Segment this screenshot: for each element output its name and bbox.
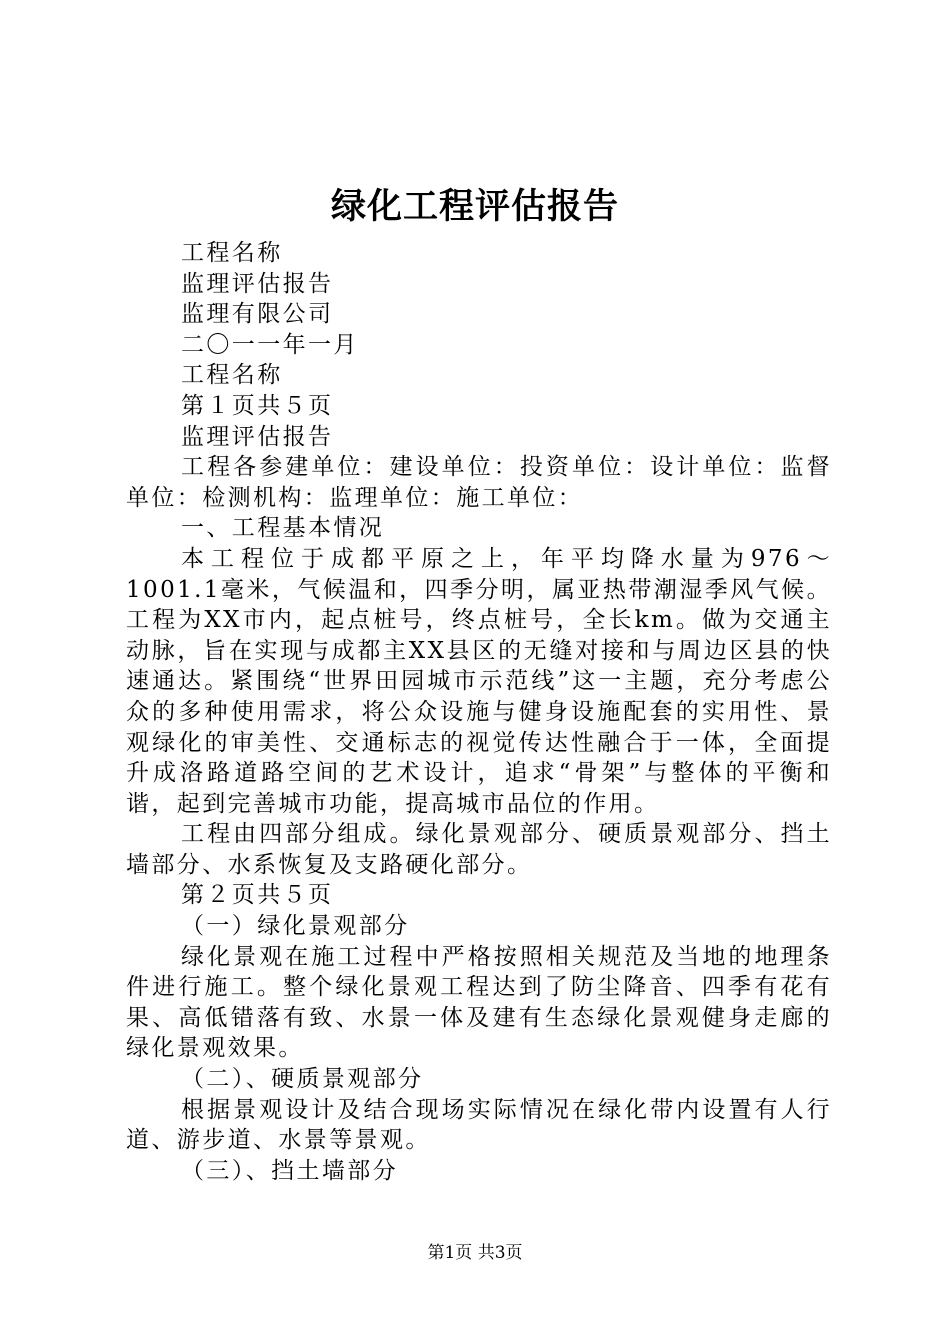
paragraph-date: 二〇一一年一月 <box>181 331 359 358</box>
paragraph-page-marker-1: 第１页共５页 <box>181 392 334 419</box>
paragraph-participants: 工程各参建单位：建设单位：投资单位：设计单位：监督单位：检测机构：监理单位：施工单位： <box>126 454 832 511</box>
paragraph-project-name: 工程名称 <box>181 240 283 266</box>
section-heading-basic-info: 一、工程基本情况 <box>181 515 385 542</box>
page-footer: 第1页 共3页 <box>427 1243 523 1263</box>
paragraph-report-type: 监理评估报告 <box>181 270 334 297</box>
section-heading-hardscape: （二）、硬质景观部分 <box>181 1066 424 1093</box>
paragraph-project-name-2: 工程名称 <box>181 362 283 389</box>
paragraph-page-marker-2: 第２页共５页 <box>181 882 334 909</box>
document-body <box>126 238 832 1186</box>
paragraph-report-type-2: 监理评估报告 <box>181 423 334 450</box>
paragraph-greening: 绿化景观在施工过程中严格按照相关规范及当地的地理条件进行施工。整个绿化景观工程达到了防尘降音、四季有花有果、高低错落有致、水景一体及建有生态绿化景观健身走廊的绿化景观效果。 <box>126 943 832 1062</box>
document-title: 绿化工程评估报告 <box>330 186 619 227</box>
paragraph-project-description: 本工程位于成都平原之上，年平均降水量为976～1001.1毫米，气候温和，四季分明，属亚热带潮湿季风气候。工程为XX市内，起点桩号，终点桩号，全长km。做为交通主动脉，旨在实现与成都主XX县区的无缝对接和与周边区县的快速通达。紧围绕“世界田园城市示范线”这一主题，充分考虑公众的多种使用需求，将公众设施与健身设施配套的实用性、景观绿化的审美性、交通标志的视觉传达性融合于一体，全面提升成洛路道路空间的艺术设计，追求“骨架”与整体的平衡和谐，起到完善城市功能，提高城市品位的作用。 <box>126 545 832 817</box>
paragraph-project-composition: 工程由四部分组成。绿化景观部分、硬质景观部分、挡土墙部分、水系恢复及支路硬化部分。 <box>126 821 832 878</box>
section-heading-greening: （一）绿化景观部分 <box>181 913 410 940</box>
paragraph-hardscape: 根据景观设计及结合现场实际情况在绿化带内设置有人行道、游步道、水景等景观。 <box>126 1096 832 1154</box>
paragraph-company: 监理有限公司 <box>181 301 334 328</box>
section-heading-retaining-wall: （三）、挡土墙部分 <box>181 1157 399 1184</box>
